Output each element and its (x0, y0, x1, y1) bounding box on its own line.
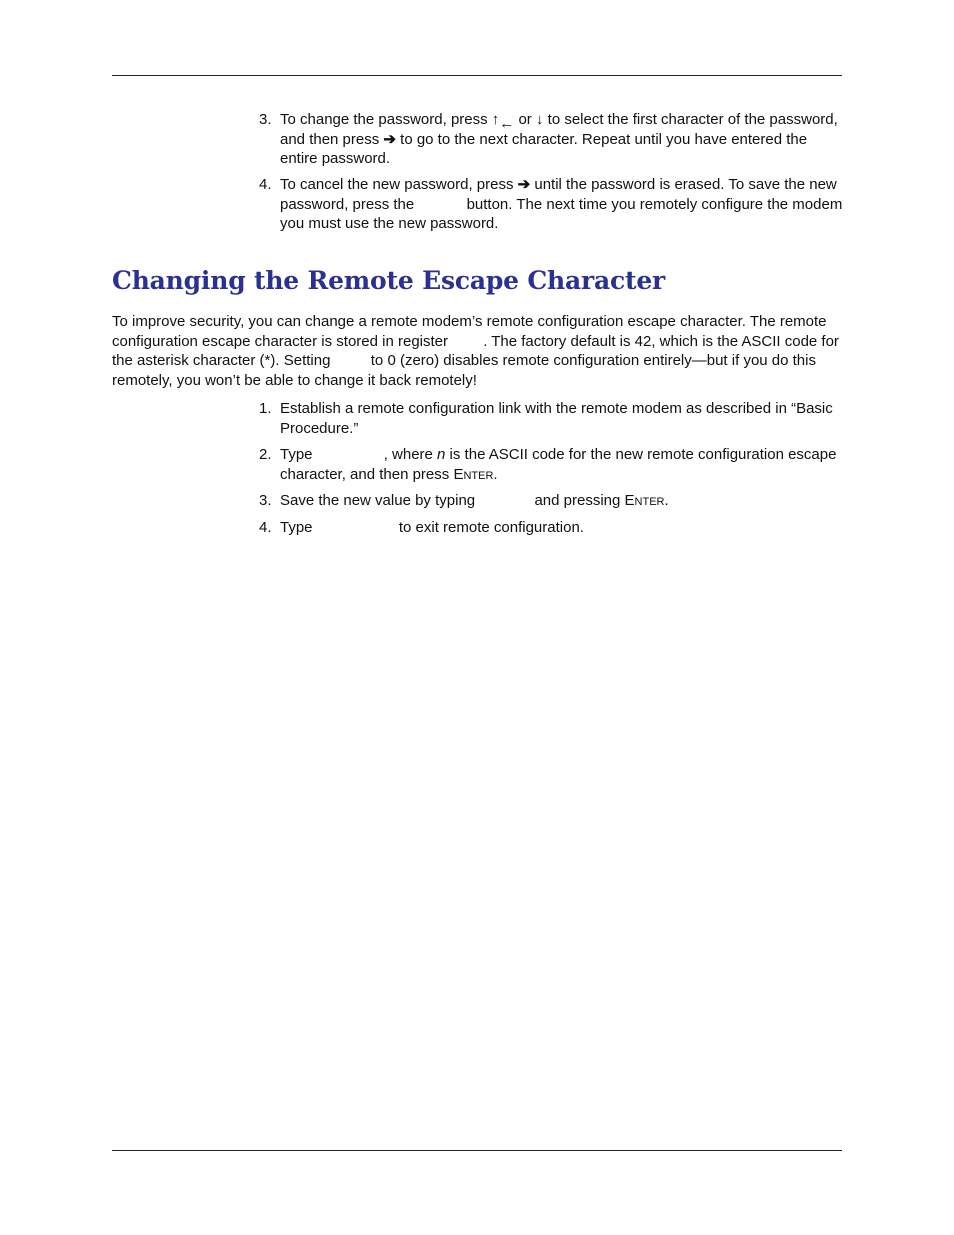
enter-key: ENTER (624, 492, 665, 509)
step-text: Type to exit remote configuration. (280, 519, 584, 536)
enter-key: ENTER (453, 465, 494, 483)
step-text: Save the new value by typing and pressing ENTER. (280, 492, 669, 509)
step-number: 3. (259, 492, 272, 509)
right-arrow-icon: ➔ (517, 176, 531, 193)
escape-step-2 (259, 445, 844, 486)
section-heading: Changing the Remote Escape Character (112, 266, 666, 295)
footer-rule (112, 1150, 842, 1151)
password-step-4 (259, 175, 844, 234)
variable-n: n (437, 446, 446, 463)
left-arrow-icon: ← (499, 115, 515, 132)
right-arrow-icon: ➔ (383, 130, 396, 148)
step-number: 3. (259, 111, 272, 128)
header-rule (112, 75, 842, 76)
step-text: To change the password, press ↑← or ↓ to select the first character of the password, and then press ➔ to go to the next character. Repeat until you have entered the entire password. (280, 111, 838, 167)
escape-step-4 (259, 518, 844, 538)
step-text: Type , where n is the ASCII code for the new remote configuration escape character, and then press ENTER. (280, 446, 837, 483)
up-arrow-icon: ↑ (491, 111, 500, 128)
step-number: 4. (259, 176, 272, 193)
password-step-3 (259, 110, 844, 169)
step-text: Establish a remote configuration link with the remote modem as described in “Basic Procedure.” (280, 400, 833, 437)
step-number: 1. (259, 400, 272, 417)
escape-step-1 (259, 399, 844, 438)
down-arrow-icon: ↓ (535, 111, 544, 128)
step-number: 2. (259, 446, 272, 463)
escape-step-3 (259, 491, 844, 513)
intro-paragraph: To improve security, you can change a remote modem’s remote configuration escape character. The remote configuration escape character is stored in register . The factory default is 42, which is the ASCII code for the asterisk character (*). Setting to 0 (zero) disables remote configuration entirely—but if you do this remotely, you won’t be able to change it back remotely! (112, 313, 839, 389)
step-text: To cancel the new password, press ➔ until the password is erased. To save the new password, press the button. The next time you remotely configure the modem you must use the new password. (280, 176, 843, 232)
step-number: 4. (259, 519, 272, 536)
